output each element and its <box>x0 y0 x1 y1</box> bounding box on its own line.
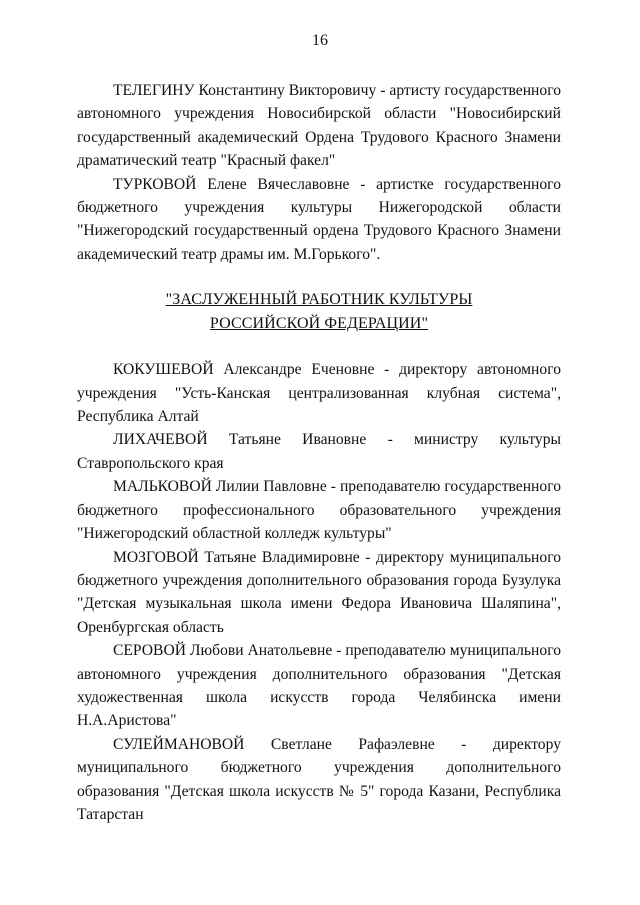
entry-text: Любови Анатольевне - преподавателю муниципального автономного учреждения дополнительного образования "Детская художественная школа искусств города Челябинска имени Н.А.Аристова" <box>77 642 561 730</box>
entry-surname: МОЗГОВОЙ <box>113 548 199 566</box>
entry-surname: СЕРОВОЙ <box>113 642 186 660</box>
section-title-line2: РОССИЙСКОЙ ФЕДЕРАЦИИ" <box>209 315 429 333</box>
award-entry-likhacheva <box>77 428 561 475</box>
entry-text: Светлане Рафаэлевне - директору муниципального бюджетного учреждения дополнительного образования "Детская школа искусств № 5" города Казани, Республика Татарстан <box>77 735 561 823</box>
award-entry-suleymanova <box>77 733 561 827</box>
page-number: 16 <box>312 32 328 49</box>
award-entry-telegin <box>77 79 561 173</box>
award-entry-mozgova <box>77 546 561 640</box>
entry-text: Татьяне Владимировне - директору муниципального бюджетного учреждения дополнительного образования города Бузулука "Детская музыкальная школа имени Федора Ивановича Шаляпина", Оренбургская область <box>77 548 562 636</box>
entry-surname: ТЕЛЕГИНУ <box>113 82 195 99</box>
entry-text: Татьяне Ивановне - министру культуры Ставропольского края <box>77 431 561 472</box>
award-entry-malkova <box>77 475 561 545</box>
section-title <box>77 288 561 336</box>
entry-surname: МАЛЬКОВОЙ <box>113 478 212 496</box>
entry-surname: КОКУШЕВОЙ <box>113 361 214 379</box>
award-entry-turkova <box>77 173 561 267</box>
entry-text: Александре Еченовне - директору автономного учреждения "Усть-Канская централизованная клубная система", Республика Алтай <box>77 361 562 426</box>
award-entry-serova <box>77 639 561 733</box>
entry-surname: ТУРКОВОЙ <box>113 175 197 193</box>
award-entry-kokusheva <box>77 358 561 428</box>
entry-text: Елене Вячеславовне - артистке государственного бюджетного учреждения культуры Нижегородской области "Нижегородский государственный ордена Трудового Красного Знамени академический театр драмы им. М.Горького". <box>77 175 561 263</box>
section-title-line1: "ЗАСЛУЖЕННЫЙ РАБОТНИК КУЛЬТУРЫ <box>165 291 473 309</box>
entry-surname: ЛИХАЧЕВОЙ <box>113 431 208 449</box>
entry-surname: СУЛЕЙМАНОВОЙ <box>113 735 245 753</box>
entry-text: Константину Викторовичу - артисту государственного автономного учреждения Новосибирской области "Новосибирский государственный академический Ордена Трудового Красного Знамени драматический театр "Красный факел" <box>77 82 561 170</box>
entry-text: Лилии Павловне - преподавателю государственного бюджетного профессионального образовательного учреждения "Нижегородский областной колледж культуры" <box>77 478 561 543</box>
document-body <box>77 79 561 826</box>
